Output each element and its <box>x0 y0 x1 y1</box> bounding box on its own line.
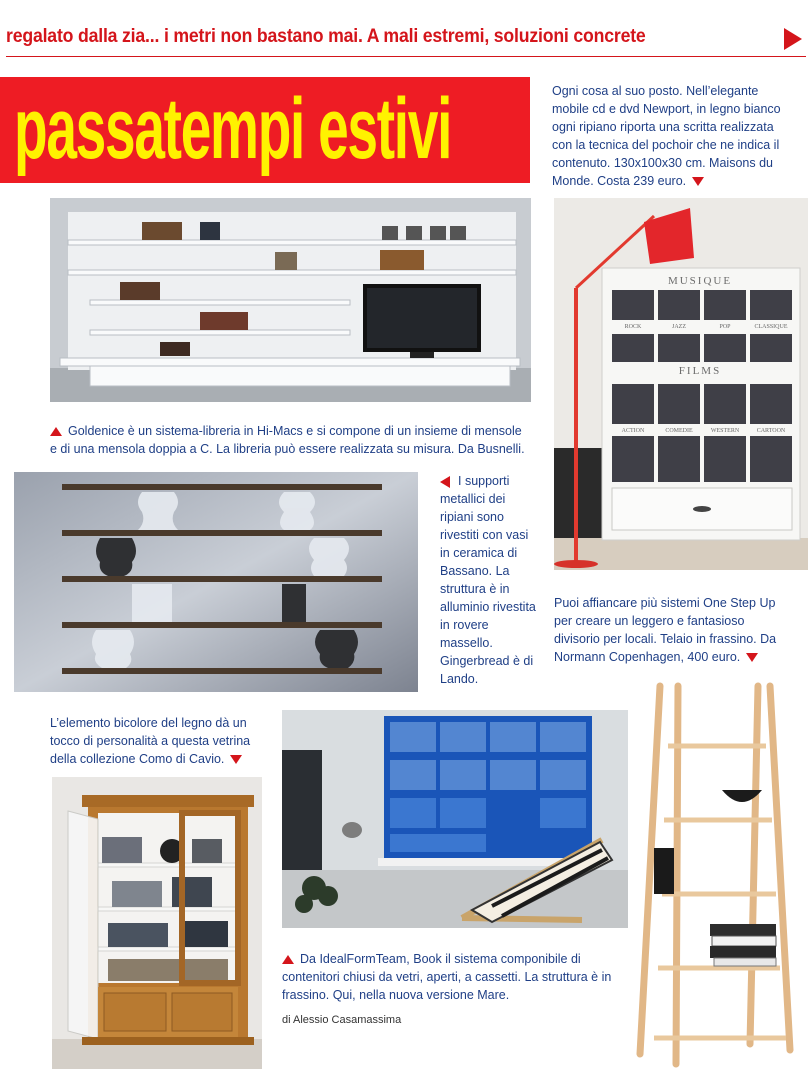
cabinet-label-pop: POP <box>719 324 731 330</box>
cabinet-label-musique: MUSIQUE <box>667 275 733 287</box>
caption-newport <box>552 82 792 190</box>
cabinet-label-films: FILMS <box>678 365 722 377</box>
arrow-right-icon <box>784 28 802 50</box>
page-title: passatempi estivi <box>14 81 452 177</box>
caption-cavio <box>50 714 270 768</box>
cabinet-label-action: ACTION <box>621 428 645 434</box>
cabinet-label-cartoon: CARTOON <box>756 428 786 434</box>
section-kicker: regalato dalla zia... i metri non bastano mai. A mali estremi, soluzioni concrete <box>6 26 646 47</box>
pointer-down-icon <box>230 755 242 764</box>
caption-onestep <box>554 594 784 666</box>
cabinet-label-western: WESTERN <box>710 428 740 434</box>
pointer-up-icon <box>50 427 62 436</box>
caption-idealform-text: Da IdealFormTeam, Book il sistema componibile di contenitori chiusi da vetri, aperti, a cassetti. La struttura è in frassino. Qui, nella nuova versione Mare. <box>282 952 612 1002</box>
caption-gingerbread <box>440 472 540 688</box>
caption-gingerbread-text: I supporti metallici dei ripiani sono rivestiti con vasi in ceramica di Bassano. La struttura è in alluminio rivestita in rovere massello. Gingerbread è di Lando. <box>440 474 536 686</box>
photo-onestep <box>630 672 808 1070</box>
pointer-up-icon <box>282 955 294 964</box>
caption-newport-text: Ogni cosa al suo posto. Nell’elegante mobile cd e dvd Newport, in legno bianco ogni ripiano riporta una scritta realizzata con la tecnica del pochoir che ne indica il contenuto. 130x100x30 cm. Maisons du Monde. Costa 239 euro. <box>552 84 781 188</box>
cabinet-label-classique: CLASSIQUE <box>754 324 788 330</box>
caption-onestep-text: Puoi affiancare più sistemi One Step Up per creare un leggero e fantasioso divisorio per locali. Telaio in frassino. Da Normann Copenhagen, 400 euro. <box>554 596 777 664</box>
photo-newport <box>554 198 808 570</box>
pointer-down-icon <box>692 177 704 186</box>
divider <box>6 56 806 57</box>
caption-goldenice <box>50 422 530 458</box>
caption-goldenice-text: Goldenice è un sistema-libreria in Hi-Macs e si compone di un insieme di mensole e di una mensola doppia a C. La libreria può essere realizzata su misura. Da Busnelli. <box>50 424 525 456</box>
photo-idealform <box>282 710 628 928</box>
photo-cavio <box>52 777 262 1069</box>
photo-goldenice <box>50 198 531 402</box>
pointer-down-icon <box>746 653 758 662</box>
cabinet-label-comedie: COMEDIE <box>665 428 693 434</box>
cabinet-label-jazz: JAZZ <box>672 324 686 330</box>
caption-cavio-text: L’elemento bicolore del legno dà un tocco di personalità a questa vetrina della collezione Como di Cavio. <box>50 716 251 766</box>
photo-gingerbread <box>14 472 418 692</box>
byline: di Alessio Casamassima <box>282 1014 402 1026</box>
pointer-left-icon <box>440 476 450 488</box>
cabinet-label-rock: ROCK <box>624 324 642 330</box>
caption-idealform <box>282 950 612 1004</box>
